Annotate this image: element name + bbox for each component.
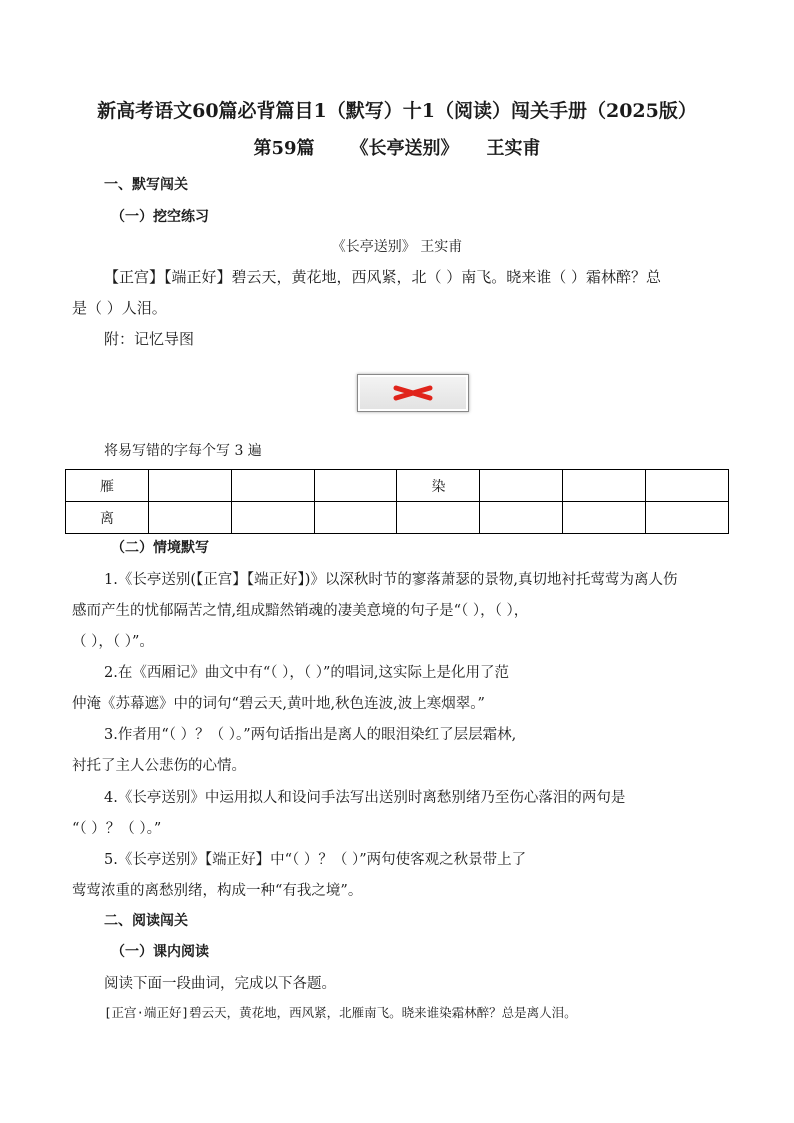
section-1-sub1-heading: （一）挖空练习: [111, 209, 209, 225]
question-1-line-3: （ ），（ ）”。: [72, 634, 154, 650]
document-title: 新高考语文60篇必背篇目1（默写）十1（阅读）闯关手册（2025版）: [97, 100, 697, 122]
question-2-line-2: 仲淹《苏幕遮》中的词句“碧云天,黄叶地,秋色连波,波上寒烟翠。”: [72, 696, 485, 712]
table-cell[interactable]: [314, 502, 397, 534]
table-cell: 雁: [66, 470, 149, 502]
table-cell[interactable]: [480, 470, 563, 502]
work-title: 《长亭送别》: [350, 138, 459, 159]
poem-line-2: 是（ ）人泪。: [72, 299, 167, 317]
question-5-line-1: 5.《长亭送别》【端正好】中“（ ）？（ ）”两句使客观之秋景带上了: [104, 852, 527, 868]
section-1-sub2-heading: （二）情境默写: [111, 540, 209, 556]
question-4-line-1: 4.《长亭送别》中运用拟人和设问手法写出送别时离愁别绪乃至伤心落泪的两句是: [104, 790, 626, 806]
table-cell[interactable]: [646, 502, 729, 534]
reading-instruction: 阅读下面一段曲词，完成以下各题。: [104, 976, 336, 992]
table-cell[interactable]: [314, 470, 397, 502]
section-2-sub1-heading: （一）课内阅读: [111, 944, 209, 960]
table-row: [66, 502, 729, 534]
table-cell[interactable]: [563, 502, 646, 534]
copy-instruction: 将易写错的字每个写 3 遍: [104, 443, 262, 459]
question-5-line-2: 莺莺浓重的离愁别绪，构成一种“有我之境”。: [72, 883, 363, 899]
chapter-subtitle: [0, 134, 794, 160]
table-cell[interactable]: [231, 502, 314, 534]
poem-title: 《长亭送别》 王实甫: [331, 239, 463, 255]
question-4-line-2: “（ ）？（ ）。”: [72, 821, 162, 837]
table-cell[interactable]: [480, 502, 563, 534]
question-1-line-1: 1.《长亭送别(【正宫】【端正好】)》以深秋时节的寥落萧瑟的景物,真切地衬托莺莺为离人伤: [104, 572, 678, 588]
chapter-number: 第59篇: [253, 138, 315, 159]
table-cell[interactable]: [397, 502, 480, 534]
question-3-line-1: 3.作者用“（ ）？（ ）。”两句话指出是离人的眼泪染红了层层霜林,: [104, 727, 517, 743]
reading-quote: [正宫·端正好]碧云天，黄花地，西风紧，北雁南飞。晓来谁染霜林醉？总是离人泪。: [104, 1005, 577, 1020]
mind-map-note: 附：记忆导图: [104, 330, 195, 348]
author-name: 王实甫: [486, 138, 541, 159]
question-2-line-1: 2.在《西厢记》曲文中有“（ ），（ ）”的唱词,这实际上是化用了范: [104, 665, 509, 681]
copy-practice-table: [65, 469, 729, 534]
section-2-heading: 二、阅读闯关: [104, 913, 188, 929]
section-1-heading: 一、默写闯关: [104, 177, 188, 193]
table-cell: 染: [397, 470, 480, 502]
question-1-line-2: 感而产生的忧郁隔苦之情,组成黯然销魂的凄美意境的句子是“（ ），（ ），: [72, 603, 529, 619]
table-cell[interactable]: [149, 470, 232, 502]
poem-line-1: 【正宫】【端正好】碧云天，黄花地，西风紧，北（ ）南飞。晓来谁（ ）霜林醉？总: [104, 268, 662, 286]
table-cell[interactable]: [149, 502, 232, 534]
table-cell[interactable]: [231, 470, 314, 502]
question-3-line-2: 衬托了主人公悲伤的心情。: [72, 758, 246, 774]
table-cell[interactable]: [563, 470, 646, 502]
table-cell[interactable]: [646, 470, 729, 502]
broken-image-icon: [357, 374, 469, 412]
table-row: [66, 470, 729, 502]
table-cell: 离: [66, 502, 149, 534]
